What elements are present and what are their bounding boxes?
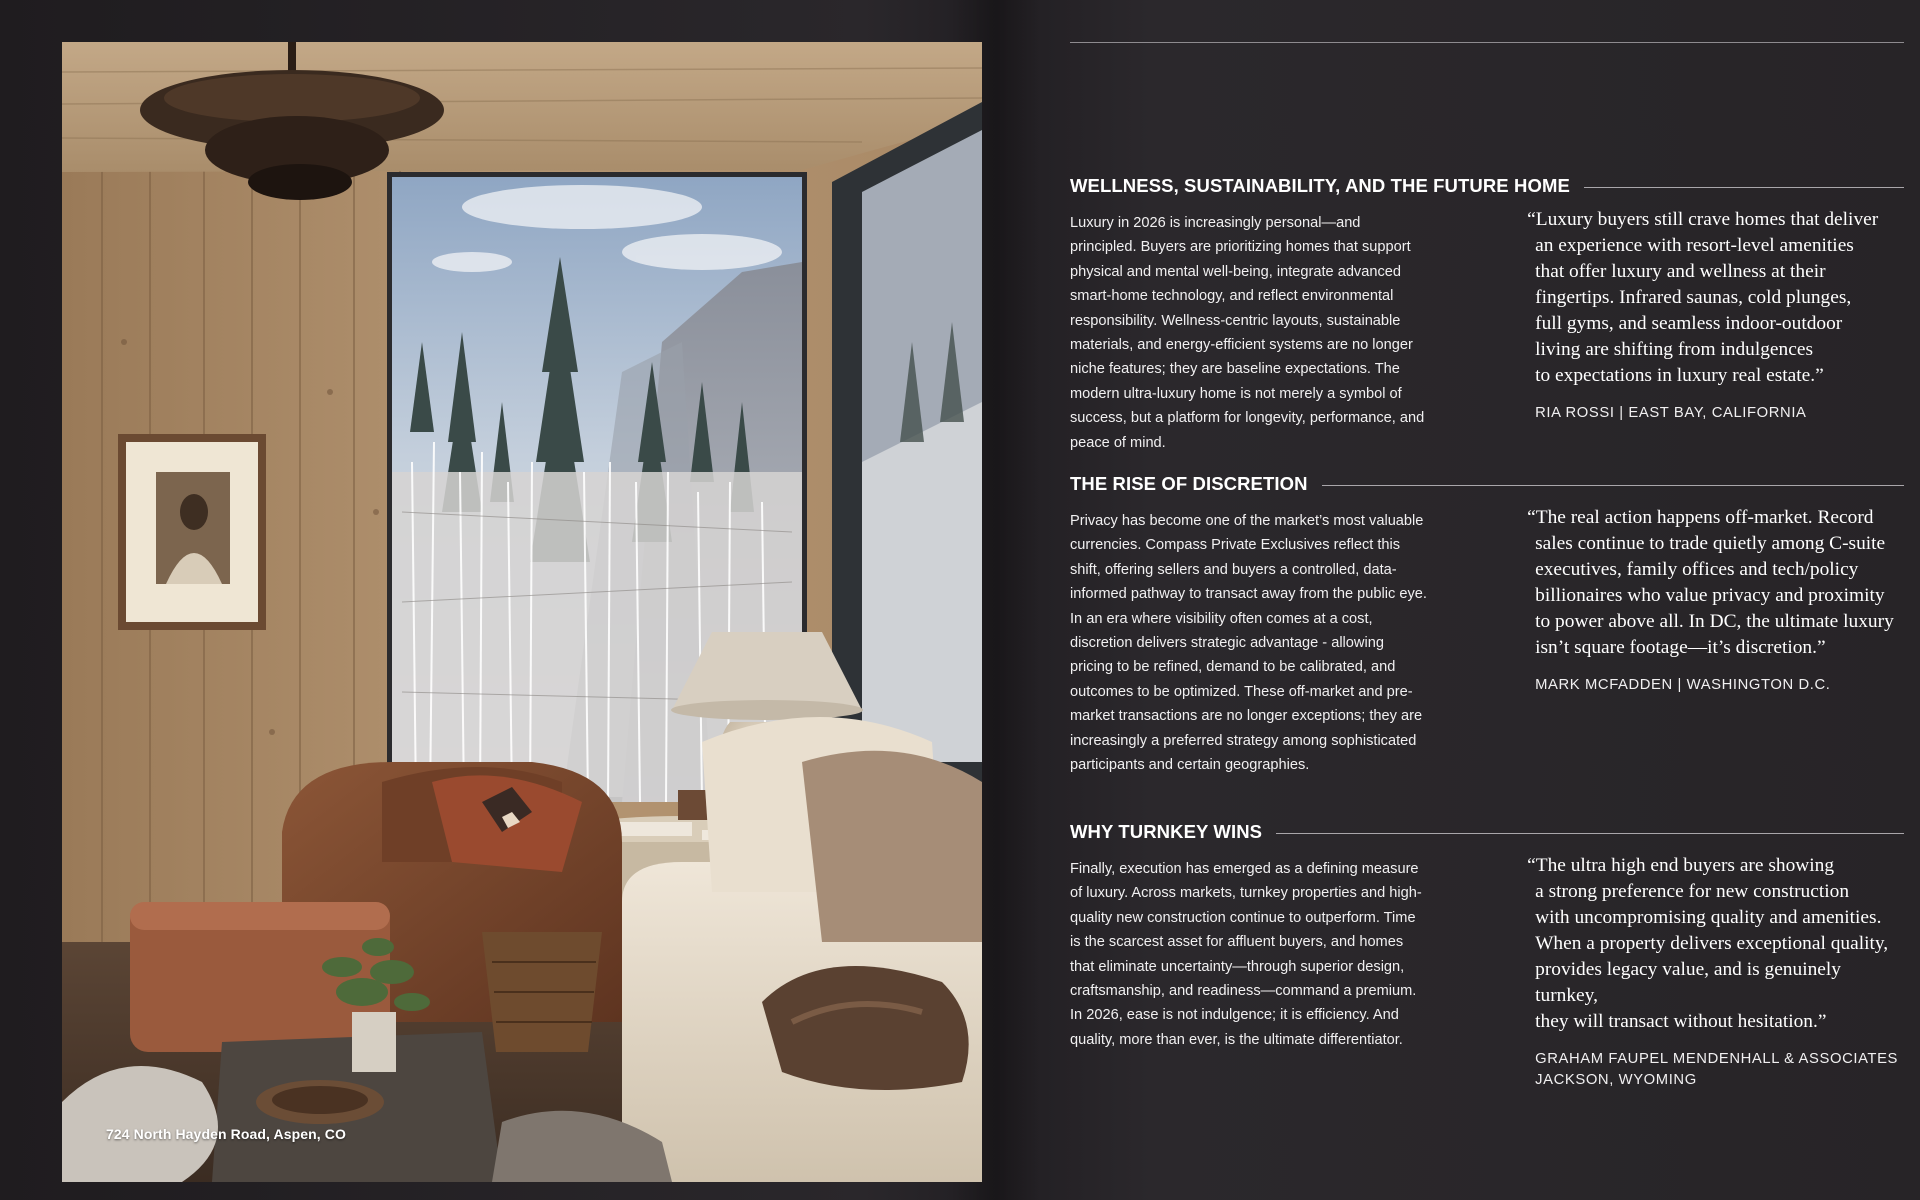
- body-paragraph: Finally, execution has emerged as a defining measure of luxury. Across markets, turnkey properties and high-quality new construction continue to outperform. Time is the scarcest asset for affluent buyers, and homes that eliminate uncertainty—through superior design, craftsmanship, and readiness—command a premium. In 2026, ease is not indulgence; it is efficiency. And quality, more than ever, is the ultimate differentiator.: [1070, 861, 1422, 1048]
- section-header: [1070, 173, 1904, 199]
- section-header: [1070, 819, 1904, 845]
- attribution-line-1: GRAHAM FAUPEL MENDENHALL & ASSOCIATES: [1535, 1051, 1899, 1067]
- section-rule: [1322, 485, 1904, 486]
- body-paragraph: Privacy has become one of the market’s most valuable currencies. Compass Private Exclusives reflect this shift, offering sellers and buyers a controlled, data-informed pathway to transact away from the public eye. In an era where visibility often comes at a cost, discretion delivers strategic advantage - allowing pricing to be refined, demand to be calibrated, and outcomes to be optimized. These off-market and pre-market transactions are no longer exceptions; they are increasingly a preferred strategy among sophisticated participants and certain geographies.: [1070, 513, 1427, 774]
- interior-photo: [62, 42, 982, 1182]
- section-rule: [1584, 187, 1904, 188]
- section-rule: [1276, 833, 1904, 834]
- section-title: THE RISE OF DISCRETION: [1070, 473, 1308, 494]
- attribution-line-2: JACKSON, WYOMING: [1535, 1072, 1697, 1088]
- section-discretion: [1070, 471, 1904, 777]
- body-paragraph: Luxury in 2026 is increasingly personal—and principled. Buyers are prioritizing homes that support physical and mental well-being, integrate advanced smart-home technology, and reflect environmental responsibility. Wellness-centric layouts, sustainable materials, and energy-efficient systems are no longer niche features; they are baseline expectations. The modern ultra-luxury home is not merely a symbol of success, but a platform for longevity, performance, and peace of mind.: [1070, 215, 1425, 451]
- pull-quote: “The ultra high end buyers are showing a strong preference for new construction with uncompromising quality and amenities. When a property delivers exceptional quality, provides legacy value, and is genuinely turnkey, they will transact without hesitation.”: [1527, 855, 1889, 1032]
- section-body: [1070, 857, 1904, 1091]
- section-body: [1070, 211, 1904, 455]
- attribution-line-1: MARK MCFADDEN | WASHINGTON D.C.: [1535, 677, 1831, 693]
- section-title: WELLNESS, SUSTAINABILITY, AND THE FUTURE HOME: [1070, 175, 1570, 196]
- page-top-rule: [1070, 42, 1904, 43]
- quote-attribution: [1527, 1049, 1904, 1091]
- attribution-line-1: RIA ROSSI | EAST BAY, CALIFORNIA: [1535, 405, 1807, 421]
- section-turnkey: [1070, 819, 1904, 1091]
- pull-quote: “The real action happens off-market. Record sales continue to trade quietly among C-suite executives, family offices and tech/policy billionaires who value privacy and proximity to power above all. In DC, the ultimate luxury isn’t square footage—it’s discretion.”: [1527, 507, 1894, 658]
- quote-attribution: [1527, 403, 1904, 424]
- living-room-illustration: [62, 42, 982, 1182]
- section-header: [1070, 471, 1904, 497]
- quote-column: [1527, 505, 1904, 777]
- pull-quote: “Luxury buyers still crave homes that deliver an experience with resort-level amenities that offer luxury and wellness at their fingertips. Infrared saunas, cold plunges, full gyms, and seamless indoor-outdoor living are shifting from indulgences to expectations in luxury real estate.”: [1527, 209, 1879, 386]
- quote-column: [1527, 207, 1904, 455]
- photo-caption: 724 North Hayden Road, Aspen, CO: [106, 1126, 346, 1142]
- section-wellness: [1070, 173, 1904, 455]
- section-body: [1070, 509, 1904, 777]
- section-title: WHY TURNKEY WINS: [1070, 821, 1263, 842]
- quote-attribution: [1527, 675, 1904, 696]
- quote-column: [1527, 853, 1904, 1091]
